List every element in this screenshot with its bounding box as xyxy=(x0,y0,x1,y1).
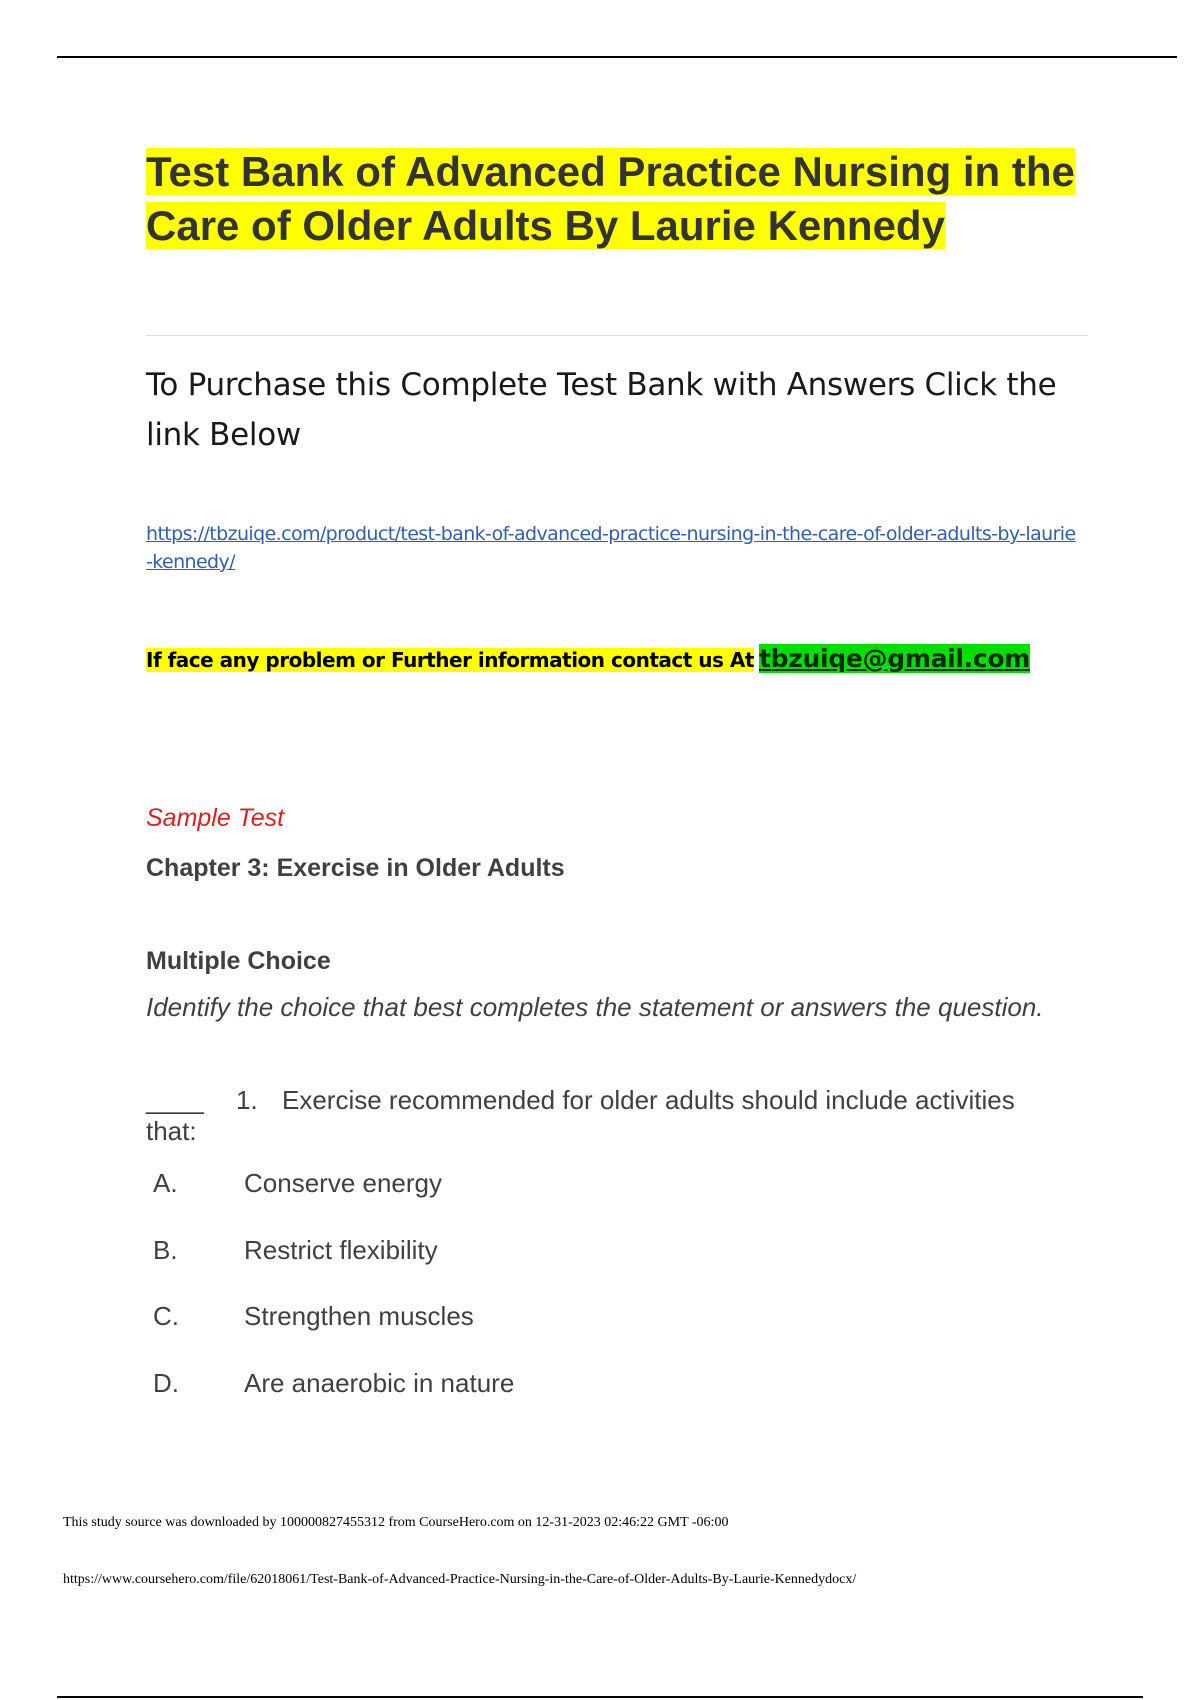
question-number: 1. xyxy=(236,1085,258,1115)
option-letter: A. xyxy=(153,1168,178,1198)
contact-line xyxy=(146,642,1091,679)
title-divider xyxy=(146,335,1088,336)
option-letter: C. xyxy=(153,1301,179,1331)
question-text-continuation: that: xyxy=(146,1116,197,1146)
chapter-heading: Chapter 3: Exercise in Older Adults xyxy=(146,854,565,882)
contact-email-link[interactable]: tbzuiqe@gmail.com xyxy=(759,644,1031,673)
top-rule xyxy=(57,56,1177,58)
instructions: Identify the choice that best completes the statement or answers the question. xyxy=(146,992,1044,1022)
purchase-link[interactable]: https://tbzuiqe.com/product/test-bank-of-advanced-practice-nursing-in-the-care-of-older-adults-by-laurie-kennedy/ xyxy=(146,523,1076,573)
purchase-instructions: To Purchase this Complete Test Bank with Answers Click the link Below xyxy=(146,367,1057,453)
section-heading: Multiple Choice xyxy=(146,947,331,975)
question-text: Exercise recommended for older adults should include activities xyxy=(282,1085,1015,1115)
contact-message: If face any problem or Further information contact us At xyxy=(146,648,754,672)
document-title xyxy=(146,145,1091,253)
option-text: Are anaerobic in nature xyxy=(244,1368,515,1398)
bottom-rule xyxy=(57,1696,1143,1698)
option-text: Restrict flexibility xyxy=(244,1235,438,1265)
source-url: https://www.coursehero.com/file/62018061/Test-Bank-of-Advanced-Practice-Nursing-in-the-Care-of-Older-Adults-By-Laurie-Kennedydocx/ xyxy=(63,1572,857,1587)
option-text: Strengthen muscles xyxy=(244,1301,474,1331)
option-letter: D. xyxy=(153,1368,179,1398)
option-text: Conserve energy xyxy=(244,1168,442,1198)
download-notice: This study source was downloaded by 100000827455312 from CourseHero.com on 12-31-2023 02:46:22 GMT -06:00 xyxy=(63,1515,729,1530)
document-title-text: Test Bank of Advanced Practice Nursing in the Care of Older Adults By Laurie Kennedy xyxy=(146,148,1075,249)
sample-test-label: Sample Test xyxy=(146,804,285,832)
answer-blank: ____ xyxy=(146,1085,204,1115)
option-letter: B. xyxy=(153,1235,178,1265)
